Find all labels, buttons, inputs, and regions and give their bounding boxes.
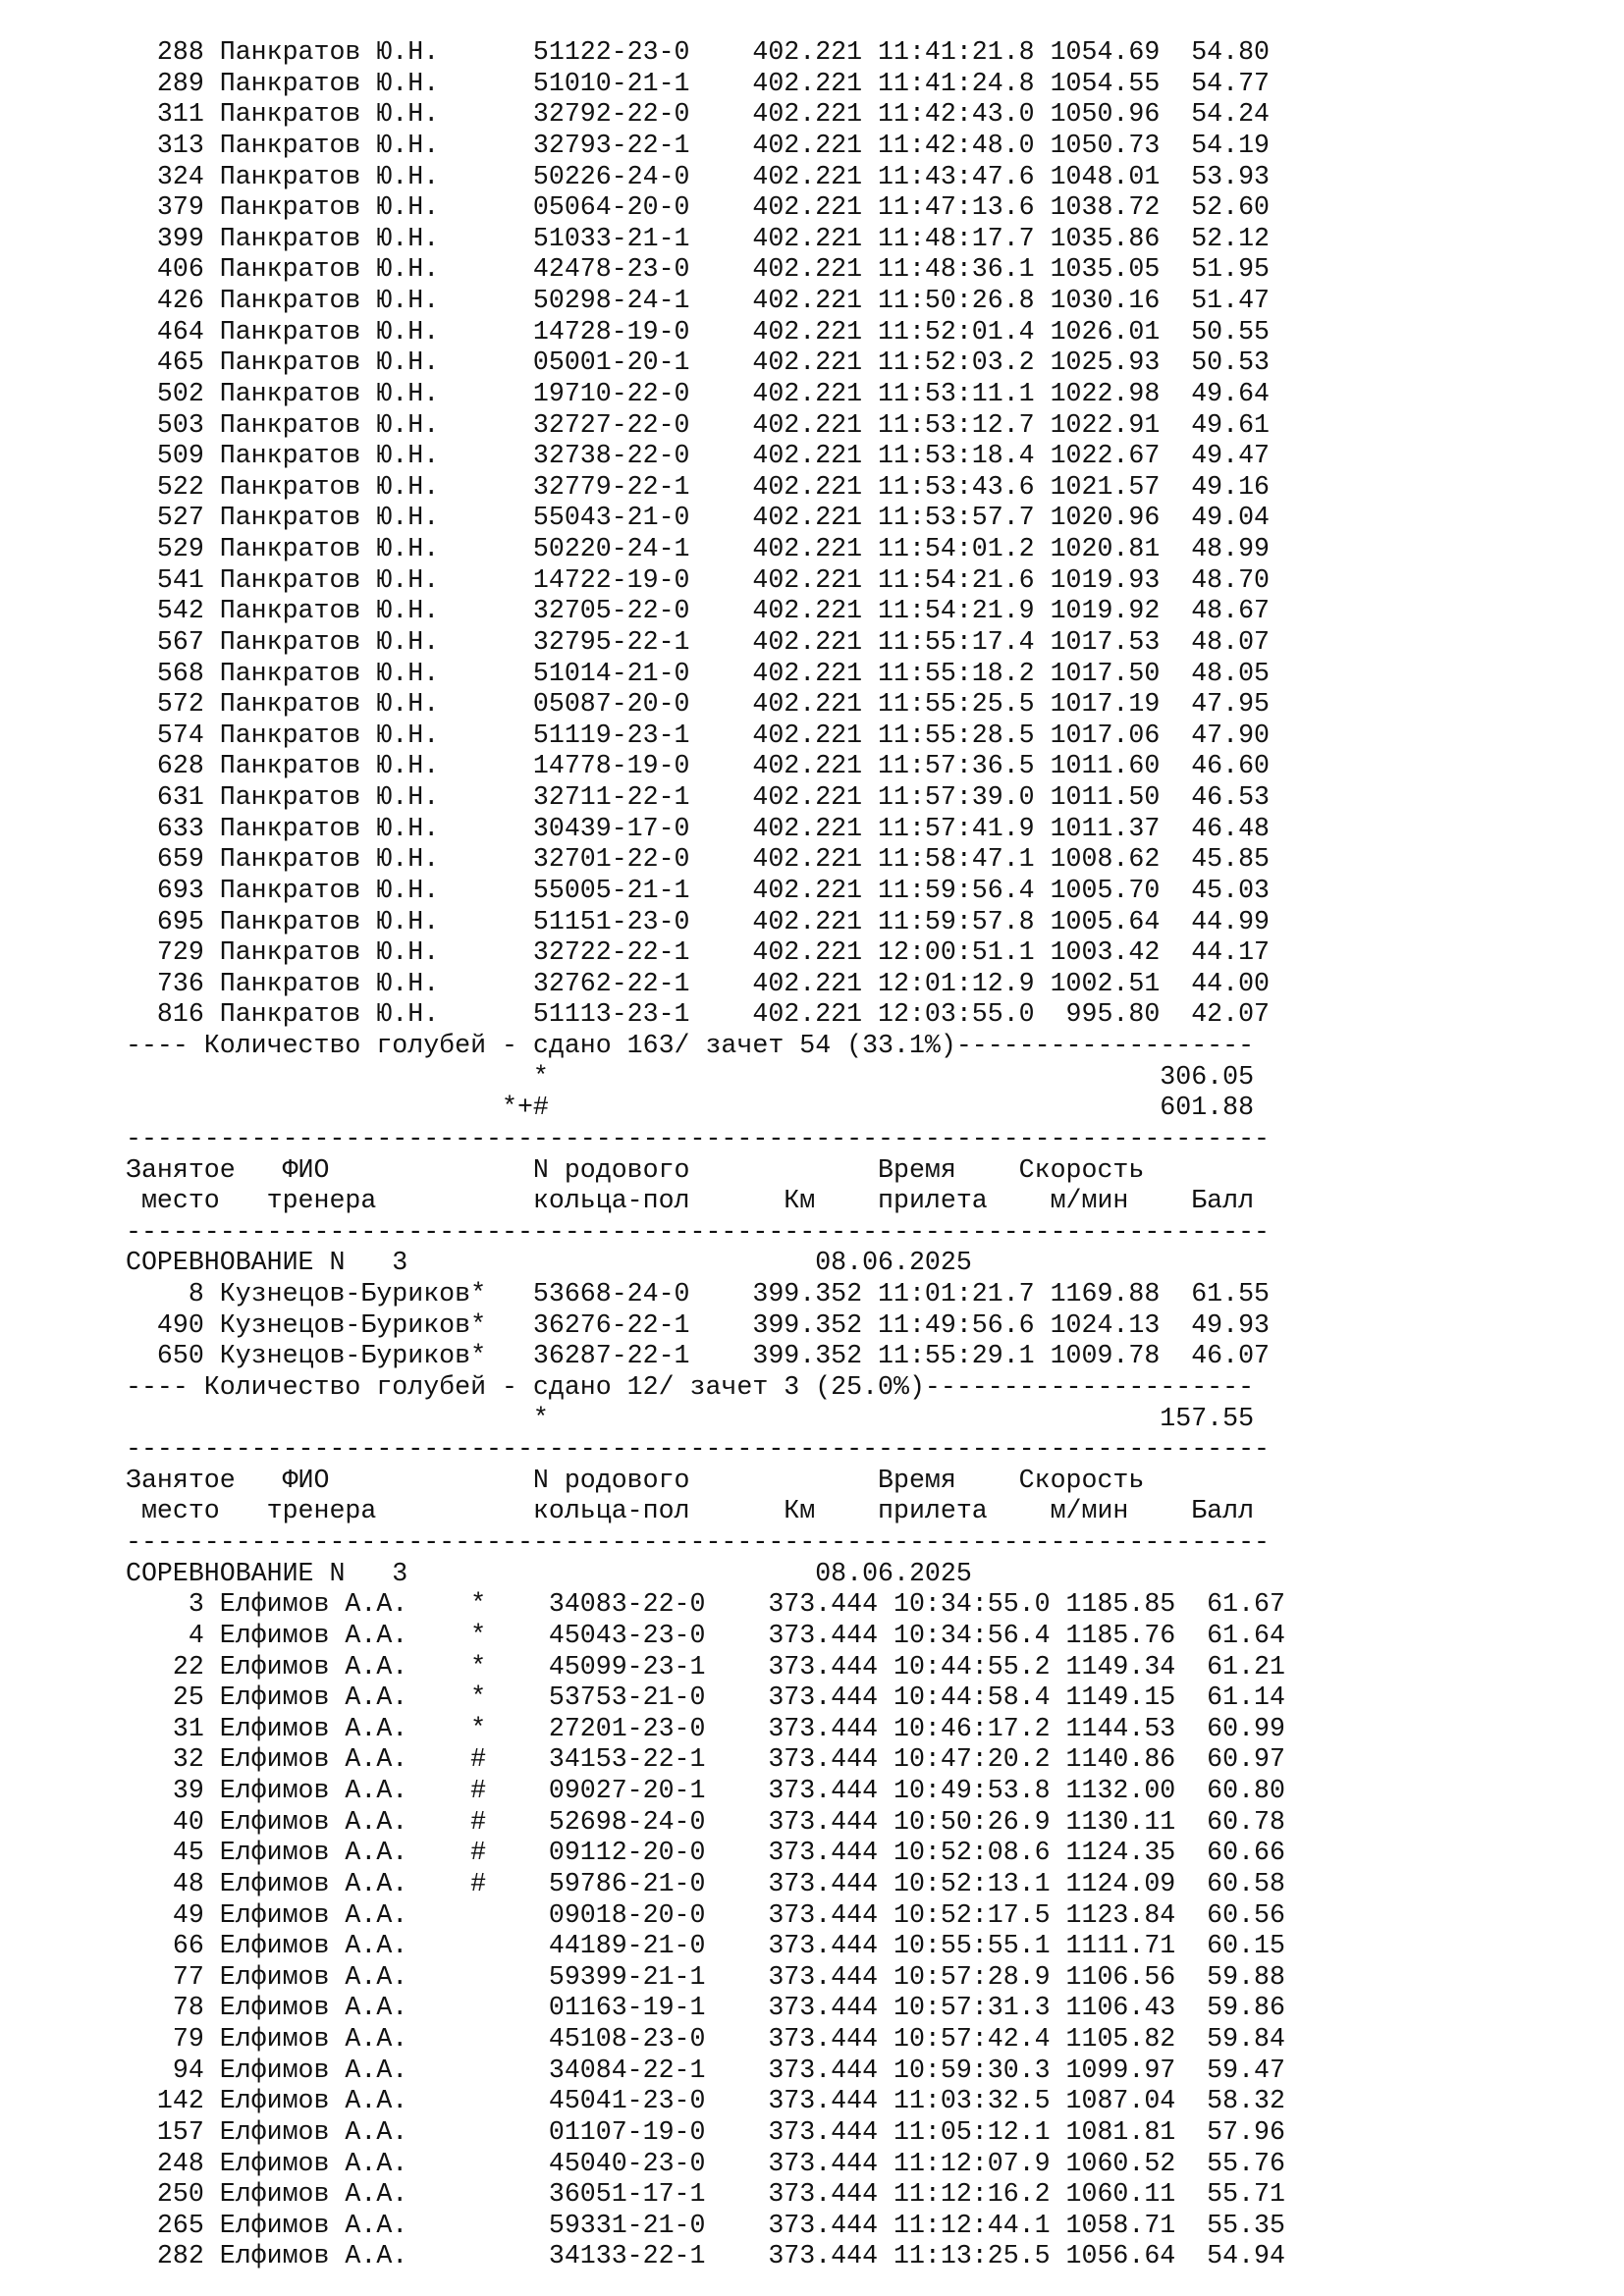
column-header: Занятое ФИО N родового Время Скорость [126,1154,1145,1185]
result-row: 736 Панкратов Ю.Н. 32762-22-1 402.221 12:01:12.9 1002.51 44.00 [126,968,1270,998]
result-row: 25 Елфимов А.А. * 53753-21-0 373.444 10:44:58.4 1149.15 61.14 [126,1682,1285,1713]
result-row: 465 Панкратов Ю.Н. 05001-20-1 402.221 11:52:03.2 1025.93 50.53 [126,347,1270,378]
result-row: 631 Панкратов Ю.Н. 32711-22-1 402.221 11:57:39.0 1011.50 46.53 [126,782,1270,812]
result-row: 503 Панкратов Ю.Н. 32727-22-0 402.221 11:53:12.7 1022.91 49.61 [126,409,1270,440]
separator-line: ------------------------------------------------------------------------- [126,1123,1270,1153]
results-printout [126,37,1285,2272]
result-row: 313 Панкратов Ю.Н. 32793-22-1 402.221 11:42:48.0 1050.73 54.19 [126,130,1270,160]
result-row: 650 Кузнецов-Буриков* 36287-22-1 399.352 11:55:29.1 1009.78 46.07 [126,1341,1270,1371]
result-row: 522 Панкратов Ю.Н. 32779-22-1 402.221 11:53:43.6 1021.57 49.16 [126,471,1270,502]
result-row: 288 Панкратов Ю.Н. 51122-23-0 402.221 11:41:21.8 1054.69 54.80 [126,37,1270,67]
result-row: 490 Кузнецов-Буриков* 36276-22-1 399.352 11:49:56.6 1024.13 49.93 [126,1309,1270,1340]
result-row: 8 Кузнецов-Буриков* 53668-24-0 399.352 11:01:21.7 1169.88 61.55 [126,1279,1270,1308]
result-row: 142 Елфимов А.А. 45041-23-0 373.444 11:03:32.5 1087.04 58.32 [126,2086,1285,2116]
result-row: 541 Панкратов Ю.Н. 14722-19-0 402.221 11:54:21.6 1019.93 48.70 [126,564,1270,595]
result-row: 695 Панкратов Ю.Н. 51151-23-0 402.221 11:59:57.8 1005.64 44.99 [126,906,1270,936]
summary-line: ---- Количество голубей - сдано 163/ зачет 54 (33.1%)------------------- [126,1031,1255,1060]
result-row: 22 Елфимов А.А. * 45099-23-1 373.444 10:44:55.2 1149.34 61.21 [126,1651,1285,1682]
result-row: 324 Панкратов Ю.Н. 50226-24-0 402.221 11:43:47.6 1048.01 53.93 [126,161,1270,191]
result-row: 78 Елфимов А.А. 01163-19-1 373.444 10:57:31.3 1106.43 59.86 [126,1993,1285,2023]
result-row: 574 Панкратов Ю.Н. 51119-23-1 402.221 11:55:28.5 1017.06 47.90 [126,720,1270,750]
competition-header: СОРЕВНОВАНИЕ N 3 08.06.2025 [126,1558,972,1588]
points-total-line: * 306.05 [126,1061,1255,1092]
result-row: 572 Панкратов Ю.Н. 05087-20-0 402.221 11:55:25.5 1017.19 47.95 [126,689,1270,720]
result-row: 66 Елфимов А.А. 44189-21-0 373.444 10:55:55.1 1111.71 60.15 [126,1931,1285,1961]
result-row: 729 Панкратов Ю.Н. 32722-22-1 402.221 12:00:51.1 1003.42 44.17 [126,937,1270,968]
result-row: 464 Панкратов Ю.Н. 14728-19-0 402.221 11:52:01.4 1026.01 50.55 [126,316,1270,347]
separator-line: ------------------------------------------------------------------------- [126,1434,1270,1465]
summary-line: ---- Количество голубей - сдано 12/ зачет 3 (25.0%)--------------------- [126,1371,1255,1402]
separator-line: ------------------------------------------------------------------------- [126,1216,1270,1247]
result-row: 567 Панкратов Ю.Н. 32795-22-1 402.221 11:55:17.4 1017.53 48.07 [126,626,1270,657]
result-row: 659 Панкратов Ю.Н. 32701-22-0 402.221 11:58:47.1 1008.62 45.85 [126,844,1270,875]
result-row: 502 Панкратов Ю.Н. 19710-22-0 402.221 11:53:11.1 1022.98 49.64 [126,378,1270,408]
points-total-line: * 157.55 [126,1403,1255,1433]
result-row: 509 Панкратов Ю.Н. 32738-22-0 402.221 11:53:18.4 1022.67 49.47 [126,441,1270,471]
result-row: 633 Панкратов Ю.Н. 30439-17-0 402.221 11:57:41.9 1011.37 46.48 [126,813,1270,843]
result-row: 94 Елфимов А.А. 34084-22-1 373.444 10:59:30.3 1099.97 59.47 [126,2055,1285,2085]
competition-header: СОРЕВНОВАНИЕ N 3 08.06.2025 [126,1248,972,1278]
result-row: 248 Елфимов А.А. 45040-23-0 373.444 11:12:07.9 1060.52 55.76 [126,2148,1285,2178]
result-row: 426 Панкратов Ю.Н. 50298-24-1 402.221 11:50:26.8 1030.16 51.47 [126,286,1270,315]
column-header: место тренера кольца-пол Км прилета м/мин Балл [126,1186,1255,1216]
result-row: 568 Панкратов Ю.Н. 51014-21-0 402.221 11:55:18.2 1017.50 48.05 [126,658,1270,688]
result-row: 3 Елфимов А.А. * 34083-22-0 373.444 10:34:55.0 1185.85 61.67 [126,1589,1285,1620]
result-row: 39 Елфимов А.А. # 09027-20-1 373.444 10:49:53.8 1132.00 60.80 [126,1776,1285,1805]
result-row: 48 Елфимов А.А. # 59786-21-0 373.444 10:52:13.1 1124.09 60.58 [126,1868,1285,1898]
column-header: место тренера кольца-пол Км прилета м/мин Балл [126,1496,1255,1526]
separator-line: ------------------------------------------------------------------------- [126,1527,1270,1557]
result-row: 265 Елфимов А.А. 59331-21-0 373.444 11:12:44.1 1058.71 55.35 [126,2210,1285,2240]
result-row: 32 Елфимов А.А. # 34153-22-1 373.444 10:47:20.2 1140.86 60.97 [126,1744,1285,1775]
result-row: 4 Елфимов А.А. * 45043-23-0 373.444 10:34:56.4 1185.76 61.64 [126,1620,1285,1650]
result-row: 693 Панкратов Ю.Н. 55005-21-1 402.221 11:59:56.4 1005.70 45.03 [126,875,1270,905]
result-row: 529 Панкратов Ю.Н. 50220-24-1 402.221 11:54:01.2 1020.81 48.99 [126,534,1270,563]
result-row: 45 Елфимов А.А. # 09112-20-0 373.444 10:52:08.6 1124.35 60.66 [126,1838,1285,1868]
column-header: Занятое ФИО N родового Время Скорость [126,1465,1145,1495]
points-total-line: *+# 601.88 [126,1093,1255,1123]
result-row: 816 Панкратов Ю.Н. 51113-23-1 402.221 12:03:55.0 995.80 42.07 [126,999,1270,1030]
result-row: 311 Панкратов Ю.Н. 32792-22-0 402.221 11:42:43.0 1050.96 54.24 [126,99,1270,130]
result-row: 289 Панкратов Ю.Н. 51010-21-1 402.221 11:41:24.8 1054.55 54.77 [126,68,1270,98]
result-row: 379 Панкратов Ю.Н. 05064-20-0 402.221 11:47:13.6 1038.72 52.60 [126,192,1270,223]
result-row: 250 Елфимов А.А. 36051-17-1 373.444 11:12:16.2 1060.11 55.71 [126,2179,1285,2210]
result-row: 40 Елфимов А.А. # 52698-24-0 373.444 10:50:26.9 1130.11 60.78 [126,1806,1285,1837]
result-row: 628 Панкратов Ю.Н. 14778-19-0 402.221 11:57:36.5 1011.60 46.60 [126,751,1270,781]
result-row: 77 Елфимов А.А. 59399-21-1 373.444 10:57:28.9 1106.56 59.88 [126,1961,1285,1992]
result-row: 406 Панкратов Ю.Н. 42478-23-0 402.221 11:48:36.1 1035.05 51.95 [126,254,1270,285]
result-row: 157 Елфимов А.А. 01107-19-0 373.444 11:05:12.1 1081.81 57.96 [126,2116,1285,2147]
result-row: 49 Елфимов А.А. 09018-20-0 373.444 10:52:17.5 1123.84 60.56 [126,1899,1285,1930]
result-row: 527 Панкратов Ю.Н. 55043-21-0 402.221 11:53:57.7 1020.96 49.04 [126,503,1270,533]
result-row: 399 Панкратов Ю.Н. 51033-21-1 402.221 11:48:17.7 1035.86 52.12 [126,223,1270,253]
result-row: 79 Елфимов А.А. 45108-23-0 373.444 10:57:42.4 1105.82 59.84 [126,2024,1285,2054]
result-row: 31 Елфимов А.А. * 27201-23-0 373.444 10:46:17.2 1144.53 60.99 [126,1713,1285,1743]
result-row: 282 Елфимов А.А. 34133-22-1 373.444 11:13:25.5 1056.64 54.94 [126,2241,1285,2271]
result-row: 542 Панкратов Ю.Н. 32705-22-0 402.221 11:54:21.9 1019.92 48.67 [126,596,1270,626]
